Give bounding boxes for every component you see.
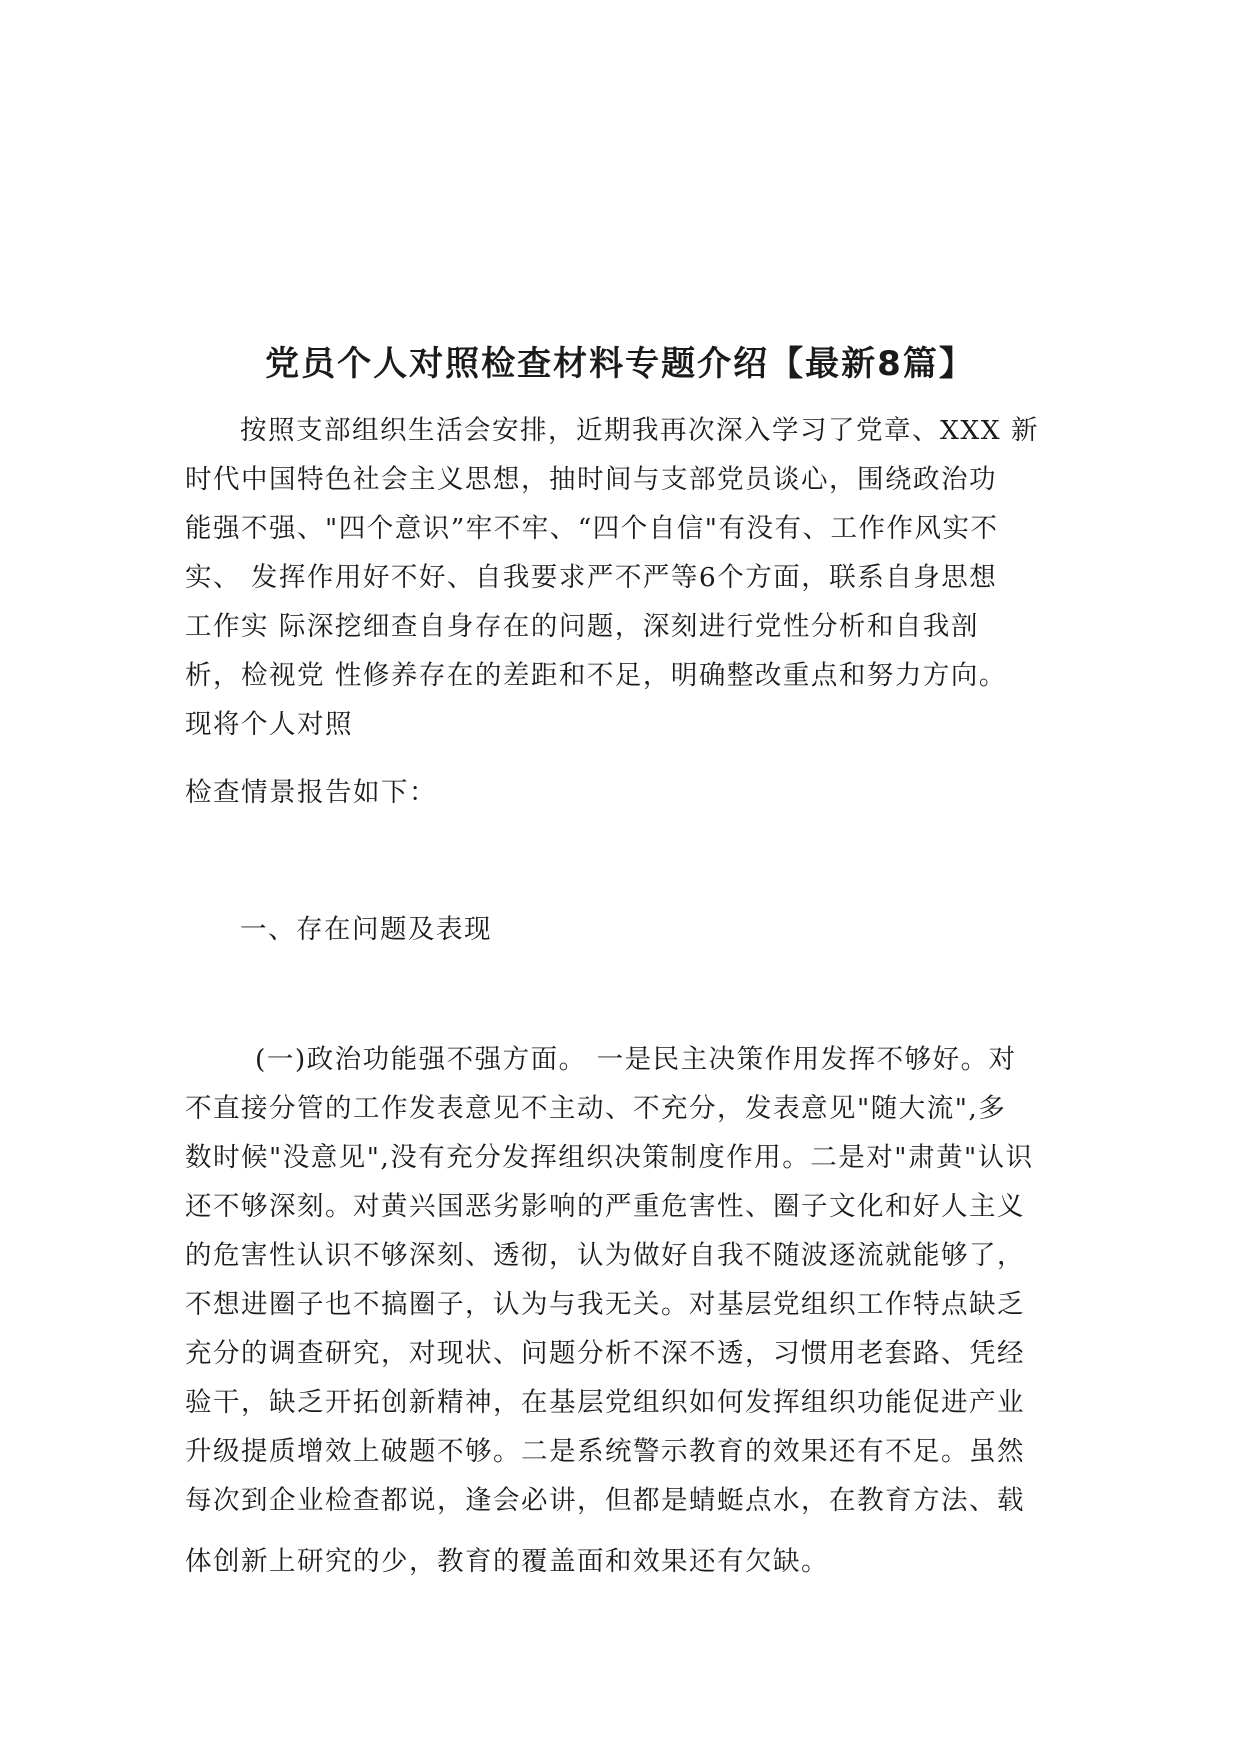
section-paragraph (185, 1035, 1060, 1586)
section-line: 不想进圈子也不搞圈子，认为与我无关。对基层党组织工作特点缺乏 (185, 1289, 1025, 1320)
section-line: 验干，缺乏开拓创新精神，在基层党组织如何发挥组织功能促进产业 (185, 1387, 1025, 1418)
section-line: 充分的调查研究，对现状、问题分析不深不透，习惯用老套路、凭经 (185, 1338, 1025, 1369)
intro-line: 工作实 际深挖细查自身存在的问题，深刻进行党性分析和自我剖 (185, 611, 979, 642)
section-heading-text: 一、存在问题及表现 (240, 914, 492, 945)
intro-line: 能强不强、"四个意识”牢不牢、“四个自信"有没有、工作作风实不 (185, 513, 999, 544)
section-line: 还不够深刻。对黄兴国恶劣影响的严重危害性、圈子文化和好人主义 (185, 1191, 1025, 1222)
section-line: 每次到企业检查都说，逢会必讲，但都是蜻蜓点水，在教育方法、载 (185, 1485, 1025, 1516)
intro-tail-line: 检查情景报告如下： (185, 777, 437, 808)
section-line: 数时候"没意见",没有充分发挥组织决策制度作用。二是对"肃黄"认识 (185, 1142, 1034, 1173)
document-title: 党员个人对照检查材料专题介绍【最新8篇】 (265, 344, 975, 384)
intro-paragraph (185, 406, 1060, 749)
section-line: 升级提质增效上破题不够。二是系统警示教育的效果还有不足。虽然 (185, 1436, 1025, 1467)
section-line: (一)政治功能强不强方面。 一是民主决策作用发挥不够好。对 (255, 1044, 1017, 1075)
intro-line: 实、 发挥作用好不好、自我要求严不严等6个方面，联系自身思想 (185, 562, 998, 593)
intro-line: 按照支部组织生活会安排，近期我再次深入学习了党章、XXX 新 (240, 415, 1040, 446)
section-line: 不直接分管的工作发表意见不主动、不充分，发表意见"随大流",多 (185, 1093, 1007, 1124)
intro-line: 现将个人对照 (185, 709, 353, 740)
section-heading (185, 905, 1060, 954)
intro-line: 时代中国特色社会主义思想，抽时间与支部党员谈心，围绕政治功 (185, 464, 997, 495)
section-line: 体创新上研究的少，教育的覆盖面和效果还有欠缺。 (185, 1546, 829, 1577)
intro-tail (185, 768, 1060, 817)
section-line: 的危害性认识不够深刻、透彻，认为做好自我不随波逐流就能够了， (185, 1240, 1025, 1271)
intro-line: 析，检视党 性修养存在的差距和不足，明确整改重点和努力方向。 (185, 660, 1007, 691)
